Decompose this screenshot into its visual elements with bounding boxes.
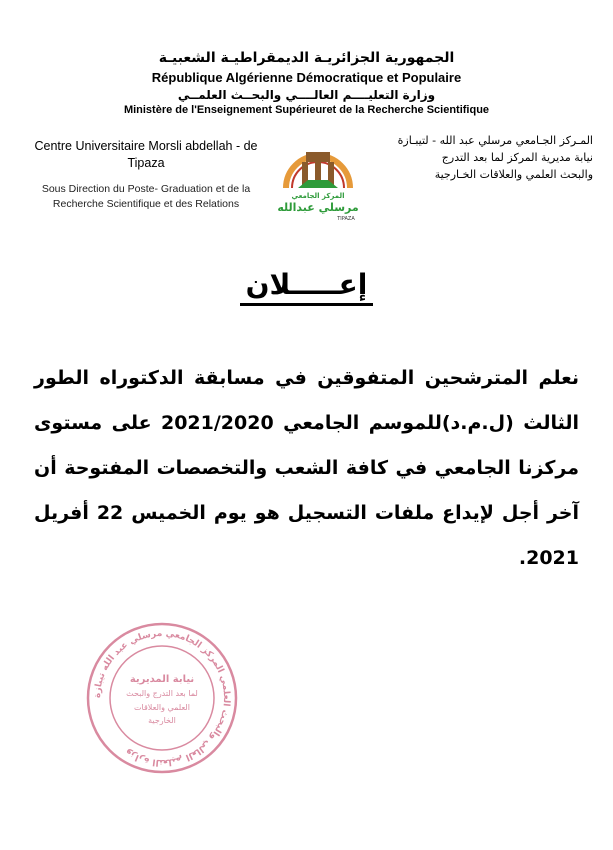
- official-stamp: [82, 618, 242, 778]
- stamp-line-4: الخارجية: [148, 716, 176, 725]
- centre-ar-line-2: نيابة مديرية المركز لما بعد التدرج: [441, 151, 593, 164]
- republic-title-fr: République Algérienne Démocratique et Populaire: [151, 70, 462, 85]
- svg-text:وزارة التعليم العالي والبحث ال: [93, 629, 231, 767]
- logo-text-top: المركز الجامعي: [291, 192, 345, 200]
- sous-direction-fr: Sous Direction du Poste- Graduation et de la Recherche Scientifique et des Relations: [41, 183, 251, 210]
- republic-title-ar: الجمهورية الجزائريـة الديمقراطيـة الشعبيـة: [158, 50, 455, 66]
- university-logo: [268, 130, 368, 222]
- stamp-line-2: لما بعد التدرج والبحث: [126, 689, 198, 698]
- ministry-title-ar: وزارة التعليــــم العالــــي والبحــث العلمــي: [177, 88, 436, 102]
- announcement-title: [0, 268, 613, 301]
- announcement-body: نعلم المترشحين المتفوقين في مسابقة الدكتوراه الطور الثالث (ل.م.د)للموسم الجامعي 2021/2020 على مستوى مركزنا الجامعي في كافة الشعب والتخصصات المفتوحة أن آخر أجل لإيداع ملفات التسجيل هو يوم الخميس 22 أفريل 2021.: [34, 367, 579, 569]
- stamp-line-1: نيابة المديرية: [129, 674, 195, 685]
- centre-name-ar: [363, 132, 593, 183]
- stamp-line-3: العلمي والعلاقات: [134, 703, 190, 712]
- centre-name-fr: Centre Universitaire Morsli abdellah - de Tipaza: [34, 139, 258, 170]
- announcement-title-text: إعـــــلان: [240, 268, 374, 306]
- centre-ar-line-1: المـركز الجـامعي مرسلي عبد الله - لتيبـازة: [397, 134, 593, 147]
- logo-text-bottom: مرسلي عبدالله: [277, 201, 359, 214]
- logo-text-small: TIPAZA: [337, 216, 355, 222]
- centre-ar-line-3: والبحث العلمي والعلاقات الخـارجية: [434, 168, 593, 181]
- stamp-ring-text: وزارة التعليم العالي والبحث العلمي المركز الجامعي مرسلي عبد الله تيبازة: [92, 628, 232, 768]
- ministry-title-fr: Ministère de l'Enseignement Supérieuret de la Recherche Scientifique: [123, 104, 490, 116]
